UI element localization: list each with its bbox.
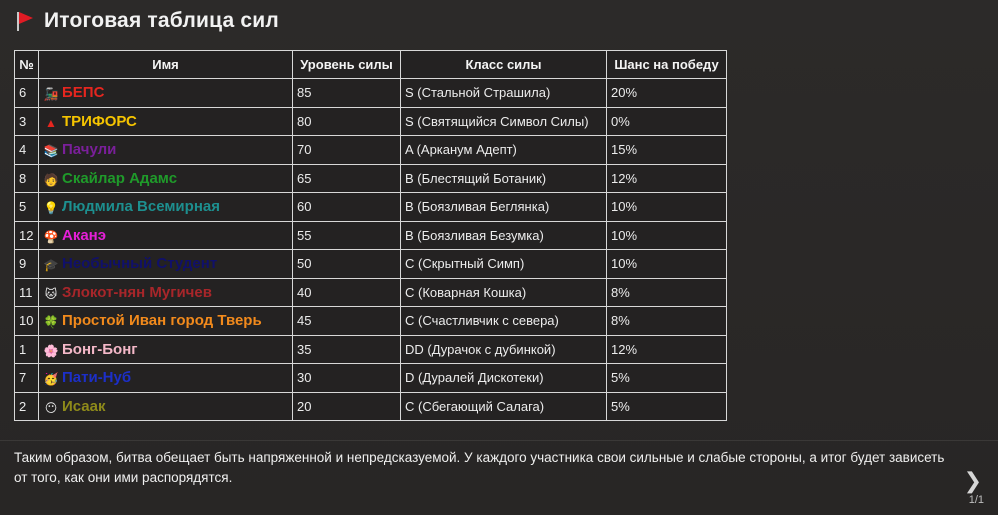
cell-num: 4 [15, 136, 39, 165]
cell-num: 11 [15, 278, 39, 307]
cell-level: 45 [293, 307, 401, 336]
cell-name [39, 164, 293, 193]
participant-name: Исаак [62, 397, 106, 415]
cell-level: 50 [293, 250, 401, 279]
cell-chance: 10% [607, 193, 727, 222]
table-row [15, 335, 727, 364]
participant-name: БЕПС [62, 84, 105, 102]
cell-level: 70 [293, 136, 401, 165]
header-level: Уровень силы [293, 51, 401, 79]
page-indicator: 1/1 [968, 494, 984, 506]
page-title: Итоговая таблица сил [44, 9, 279, 32]
table-row [15, 364, 727, 393]
cell-level: 20 [293, 392, 401, 421]
cell-chance: 8% [607, 278, 727, 307]
participant-icon: 🚂 [43, 87, 59, 102]
cell-chance: 12% [607, 335, 727, 364]
cell-name [39, 136, 293, 165]
participant-icon: 🎓 [43, 258, 59, 273]
cell-class: S (Стальной Страшила) [401, 79, 607, 108]
participant-name: Простой Иван город Тверь [62, 312, 262, 330]
table-header-row [15, 51, 727, 79]
cell-num: 8 [15, 164, 39, 193]
cell-class: C (Сбегающий Салага) [401, 392, 607, 421]
cell-num: 7 [15, 364, 39, 393]
header-class: Класс силы [401, 51, 607, 79]
table-row [15, 136, 727, 165]
summary-text: Таким образом, битва обещает быть напряженной и непредсказуемой. У каждого участника свои сильные и слабые стороны, а итог будет зависеть от того, как они ими распорядятся. [14, 450, 945, 485]
cell-name [39, 278, 293, 307]
participant-name: Людмила Всемирная [62, 198, 220, 216]
cell-chance: 20% [607, 79, 727, 108]
table-row [15, 193, 727, 222]
participant-icon: 💡 [43, 201, 59, 216]
cell-name [39, 79, 293, 108]
table-row [15, 278, 727, 307]
table-row [15, 79, 727, 108]
cell-level: 35 [293, 335, 401, 364]
cell-class: A (Арканум Адепт) [401, 136, 607, 165]
cell-class: C (Коварная Кошка) [401, 278, 607, 307]
table-row [15, 307, 727, 336]
cell-chance: 5% [607, 392, 727, 421]
header-chance: Шанс на победу [607, 51, 727, 79]
cell-class: B (Боязливая Беглянка) [401, 193, 607, 222]
cell-level: 60 [293, 193, 401, 222]
cell-num: 3 [15, 107, 39, 136]
table-row [15, 250, 727, 279]
cell-class: B (Блестящий Ботаник) [401, 164, 607, 193]
cell-level: 85 [293, 79, 401, 108]
cell-class: C (Счастливчик с севера) [401, 307, 607, 336]
cell-name [39, 335, 293, 364]
participant-name: Злокот-нян Мугичев [62, 283, 212, 301]
red-flag-icon [14, 11, 34, 31]
power-table [14, 50, 727, 421]
cell-class: B (Боязливая Безумка) [401, 221, 607, 250]
cell-name [39, 250, 293, 279]
cell-num: 2 [15, 392, 39, 421]
participant-name: ТРИФОРС [62, 112, 137, 130]
participant-name: Бонг-Бонг [62, 340, 138, 358]
header-name: Имя [39, 51, 293, 79]
chevron-right-icon[interactable]: ❯ [963, 468, 982, 493]
participant-icon: 🧑 [43, 172, 59, 187]
participant-name: Пачули [62, 141, 117, 159]
participant-icon: 🍄 [43, 229, 59, 244]
cell-num: 12 [15, 221, 39, 250]
title-row [14, 8, 279, 34]
table-row [15, 164, 727, 193]
divider [0, 440, 998, 441]
cell-num: 5 [15, 193, 39, 222]
participant-icon: 🌸 [43, 343, 59, 358]
cell-name [39, 221, 293, 250]
participant-icon: 🐱 [44, 286, 58, 301]
cell-class: D (Дуралей Дискотеки) [401, 364, 607, 393]
cell-num: 1 [15, 335, 39, 364]
cell-chance: 0% [607, 107, 727, 136]
cell-name [39, 364, 293, 393]
cell-chance: 15% [607, 136, 727, 165]
cell-level: 65 [293, 164, 401, 193]
cell-level: 40 [293, 278, 401, 307]
cell-level: 30 [293, 364, 401, 393]
participant-name: Необычный Студент [62, 255, 218, 273]
table-row [15, 392, 727, 421]
cell-class: DD (Дурачок с дубинкой) [401, 335, 607, 364]
participant-icon: ▲ [45, 115, 57, 130]
participant-name: Скайлар Адамс [62, 169, 178, 187]
cell-num: 6 [15, 79, 39, 108]
table-row [15, 221, 727, 250]
header-num: № [15, 51, 39, 79]
cell-num: 10 [15, 307, 39, 336]
participant-icon: 📚 [43, 144, 59, 159]
cell-chance: 10% [607, 221, 727, 250]
cell-chance: 5% [607, 364, 727, 393]
cell-chance: 10% [607, 250, 727, 279]
cell-level: 80 [293, 107, 401, 136]
cell-num: 9 [15, 250, 39, 279]
cell-name [39, 193, 293, 222]
cell-name [39, 307, 293, 336]
cell-class: S (Святящийся Символ Силы) [401, 107, 607, 136]
cell-level: 55 [293, 221, 401, 250]
cell-chance: 12% [607, 164, 727, 193]
cell-name [39, 392, 293, 421]
cell-class: C (Скрытный Симп) [401, 250, 607, 279]
participant-name: Пати-Нуб [62, 369, 132, 387]
cell-name [39, 107, 293, 136]
cell-chance: 8% [607, 307, 727, 336]
participant-icon: 🍀 [43, 315, 59, 330]
table-row [15, 107, 727, 136]
participant-icon: 😶 [44, 400, 58, 415]
participant-name: Аканэ [62, 226, 107, 244]
participant-icon: 🥳 [43, 372, 59, 387]
